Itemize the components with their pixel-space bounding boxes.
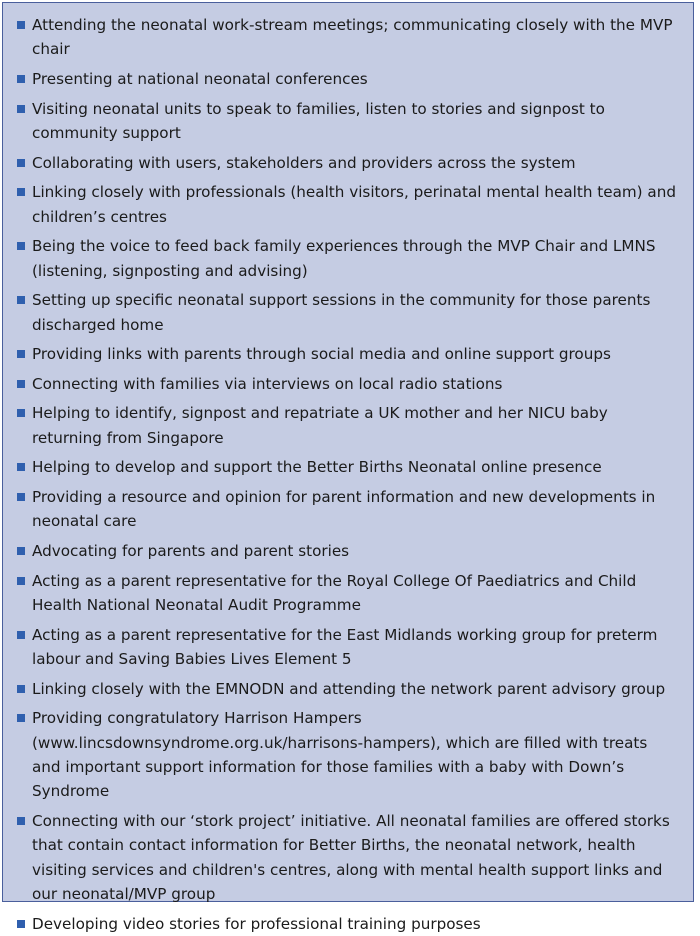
list-item xyxy=(17,539,679,563)
list-item xyxy=(17,706,679,804)
square-bullet-icon xyxy=(17,159,25,167)
square-bullet-icon xyxy=(17,547,25,555)
list-item xyxy=(17,401,679,450)
list-item-text: Connecting with our ‘stork project’ initiative. All neonatal families are offered storks that contain contact information for Better Births, the neonatal network, health visiting services and children's centres, along with mental health support links and our neonatal/MVP group xyxy=(32,811,670,904)
list-item xyxy=(17,569,679,618)
square-bullet-icon xyxy=(17,409,25,417)
list-item-text: Providing a resource and opinion for parent information and new developments in neonatal care xyxy=(32,487,656,531)
list-item xyxy=(17,677,679,701)
list-item-text: Being the voice to feed back family experiences through the MVP Chair and LMNS (listening, signposting and advising) xyxy=(32,237,656,280)
list-item-text: Visiting neonatal units to speak to families, listen to stories and signpost to community support xyxy=(32,99,605,142)
square-bullet-icon xyxy=(17,296,25,304)
bullet-list xyxy=(3,3,693,936)
list-item-text: Attending the neonatal work-stream meetings; communicating closely with the MVP chair xyxy=(32,16,673,59)
square-bullet-icon xyxy=(17,350,25,358)
list-item xyxy=(17,151,679,175)
square-bullet-icon xyxy=(17,685,25,693)
list-item xyxy=(17,455,679,479)
list-item xyxy=(17,13,679,62)
list-item-text: Connecting with families via interviews on local radio stations xyxy=(32,374,503,393)
list-item xyxy=(17,912,679,936)
square-bullet-icon xyxy=(17,631,25,639)
list-item xyxy=(17,67,679,91)
list-item-text: Acting as a parent representative for the East Midlands working group for preterm labour and Saving Babies Lives Element 5 xyxy=(32,625,658,668)
square-bullet-icon xyxy=(17,242,25,250)
list-item-text: Helping to develop and support the Better Births Neonatal online presence xyxy=(32,458,602,477)
list-item-text: Developing video stories for professional training purposes xyxy=(32,914,481,933)
list-item xyxy=(17,809,679,907)
square-bullet-icon xyxy=(17,188,25,196)
square-bullet-icon xyxy=(17,21,25,29)
list-item xyxy=(17,623,679,672)
square-bullet-icon xyxy=(17,817,25,825)
list-item-text: Advocating for parents and parent stories xyxy=(32,541,350,560)
list-item-text: Providing links with parents through social media and online support groups xyxy=(32,345,611,364)
list-item xyxy=(17,234,679,283)
list-item xyxy=(17,342,679,366)
list-item xyxy=(17,372,679,396)
square-bullet-icon xyxy=(17,463,25,471)
list-item-text: Setting up specific neonatal support sessions in the community for those parents discharged home xyxy=(32,291,651,334)
list-item-text: Collaborating with users, stakeholders and providers across the system xyxy=(32,153,576,172)
square-bullet-icon xyxy=(17,380,25,388)
list-item xyxy=(17,485,679,534)
square-bullet-icon xyxy=(17,105,25,113)
square-bullet-icon xyxy=(17,920,25,928)
list-item xyxy=(17,288,679,337)
list-item xyxy=(17,180,679,229)
square-bullet-icon xyxy=(17,75,25,83)
list-item xyxy=(17,97,679,146)
list-item-text: Linking closely with the EMNODN and attending the network parent advisory group xyxy=(32,679,666,698)
square-bullet-icon xyxy=(17,577,25,585)
list-item-text: Helping to identify, signpost and repatriate a UK mother and her NICU baby returning from Singapore xyxy=(32,404,608,447)
square-bullet-icon xyxy=(17,714,25,722)
list-item-text: Providing congratulatory Harrison Hampers (www.lincsdownsyndrome.org.uk/harrisons-hampers), which are filled with treats and important support information for those families with a baby with Down’s Syndrome xyxy=(32,709,648,801)
list-item-text: Linking closely with professionals (health visitors, perinatal mental health team) and children’s centres xyxy=(32,183,677,226)
list-item-text: Presenting at national neonatal conferences xyxy=(32,70,368,88)
bullet-list-panel xyxy=(2,2,694,933)
list-item-text: Acting as a parent representative for the Royal College Of Paediatrics and Child Health National Neonatal Audit Programme xyxy=(32,571,637,614)
square-bullet-icon xyxy=(17,493,25,501)
